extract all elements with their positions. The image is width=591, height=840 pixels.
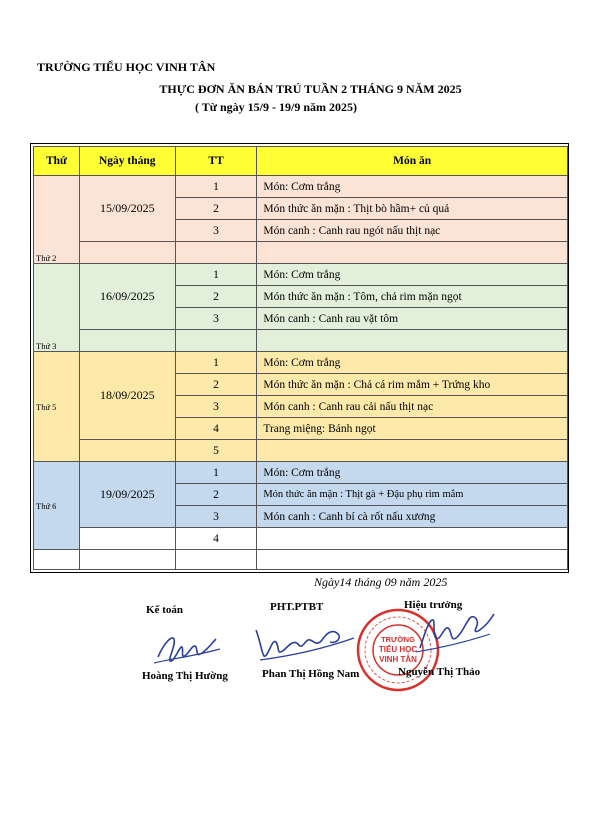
- table-row: [34, 176, 568, 198]
- tt-cell: 1: [175, 264, 257, 286]
- menu-table: [33, 146, 568, 570]
- tt-cell: 2: [175, 484, 257, 506]
- table-row: [34, 330, 568, 352]
- dish-cell: Món thức ăn mặn : Thịt gà + Đậu phụ rim mắm: [257, 484, 568, 506]
- dish-cell: Món canh : Canh rau cải nấu thịt nạc: [257, 396, 568, 418]
- day-cell: Thứ 2: [34, 176, 80, 264]
- dish-cell: Món: Cơm trắng: [257, 352, 568, 374]
- tt-cell: 5: [175, 440, 257, 462]
- date-cell-empty: [79, 242, 175, 264]
- school-name: TRƯỜNG TIỂU HỌC VINH TÂN: [37, 60, 216, 74]
- signer-name-principal: Nguyễn Thị Thảo: [398, 666, 481, 678]
- date-range-subtitle: ( Từ ngày 15/9 - 19/9 năm 2025): [195, 100, 357, 114]
- table-row: [34, 440, 568, 462]
- dish-cell: Món thức ăn mặn : Chả cá rim mắm + Trứng kho: [257, 374, 568, 396]
- tt-cell: 4: [175, 528, 257, 550]
- table-row: [34, 352, 568, 374]
- dish-cell: [257, 242, 568, 264]
- blank-cell: [257, 550, 568, 570]
- tt-cell: 2: [175, 286, 257, 308]
- table-row: [34, 528, 568, 550]
- table-row-blank: [34, 550, 568, 570]
- tt-cell: 1: [175, 176, 257, 198]
- date-cell: 19/09/2025: [79, 462, 175, 528]
- dish-cell: Món: Cơm trắng: [257, 176, 568, 198]
- dish-cell: [257, 440, 568, 462]
- menu-table-frame: [30, 143, 569, 573]
- tt-cell: 1: [175, 352, 257, 374]
- header-tt: TT: [175, 147, 257, 176]
- tt-cell: 2: [175, 374, 257, 396]
- signing-date: Ngày14 tháng 09 năm 2025: [314, 575, 448, 589]
- header-dish: Món ăn: [257, 147, 568, 176]
- dish-cell: Món thức ăn mặn : Tôm, chả rim mặn ngọt: [257, 286, 568, 308]
- stamp-line-2: TIỂU HỌC: [378, 645, 418, 654]
- tt-cell: 3: [175, 308, 257, 330]
- day-cell: Thứ 3: [34, 264, 80, 352]
- dish-cell: Món canh : Canh rau ngót nấu thịt nạc: [257, 220, 568, 242]
- header-day: Thứ: [34, 147, 80, 176]
- tt-cell: 1: [175, 462, 257, 484]
- blank-cell: [79, 550, 175, 570]
- blank-cell: [175, 550, 257, 570]
- tt-cell: 3: [175, 220, 257, 242]
- tt-cell: 2: [175, 198, 257, 220]
- blank-cell: [34, 550, 80, 570]
- dish-cell: Món canh : Canh bí cà rốt nấu xương: [257, 506, 568, 528]
- table-row: [34, 264, 568, 286]
- dish-cell: [257, 330, 568, 352]
- dish-cell: Món thức ăn mặn : Thịt bò hầm+ củ quả: [257, 198, 568, 220]
- dish-cell: Món canh : Canh rau vặt tôm: [257, 308, 568, 330]
- table-header-row: [34, 147, 568, 176]
- menu-title: THỰC ĐƠN ĂN BÁN TRÚ TUẦN 2 THÁNG 9 NĂM 2025: [159, 82, 462, 96]
- dish-cell: Món: Cơm trắng: [257, 264, 568, 286]
- tt-cell: [175, 330, 257, 352]
- tt-cell: 3: [175, 506, 257, 528]
- day-cell: Thứ 5: [34, 352, 80, 462]
- date-cell: 15/09/2025: [79, 176, 175, 242]
- signer-name-accountant: Hoàng Thị Hường: [142, 670, 228, 682]
- dish-cell: Món: Cơm trắng: [257, 462, 568, 484]
- dish-cell: Trang miệng: Bánh ngọt: [257, 418, 568, 440]
- date-cell: 16/09/2025: [79, 264, 175, 330]
- signer-title-vice-principal: PHT.PTBT: [270, 601, 324, 613]
- tt-cell: 4: [175, 418, 257, 440]
- signature-vice-principal-icon: [250, 620, 360, 668]
- table-row: [34, 242, 568, 264]
- signer-name-vice-principal: Phan Thị Hồng Nam: [262, 668, 360, 680]
- tt-cell: 3: [175, 396, 257, 418]
- header-date: Ngày tháng: [79, 147, 175, 176]
- date-cell-empty: [79, 330, 175, 352]
- signature-accountant-icon: [150, 625, 225, 670]
- date-cell-empty: [79, 528, 175, 550]
- day-cell: Thứ 6: [34, 462, 80, 550]
- signer-title-principal: Hiệu trưởng: [404, 599, 463, 611]
- tt-cell: [175, 242, 257, 264]
- stamp-line-1: TRƯỜNG: [381, 635, 415, 644]
- signature-principal-icon: [410, 608, 500, 658]
- stamp-line-3: VINH TÂN: [379, 655, 417, 664]
- table-row: [34, 462, 568, 484]
- dish-cell: [257, 528, 568, 550]
- signer-title-accountant: Kế toán: [146, 604, 183, 616]
- date-cell: 18/09/2025: [79, 352, 175, 440]
- date-cell-empty: [79, 440, 175, 462]
